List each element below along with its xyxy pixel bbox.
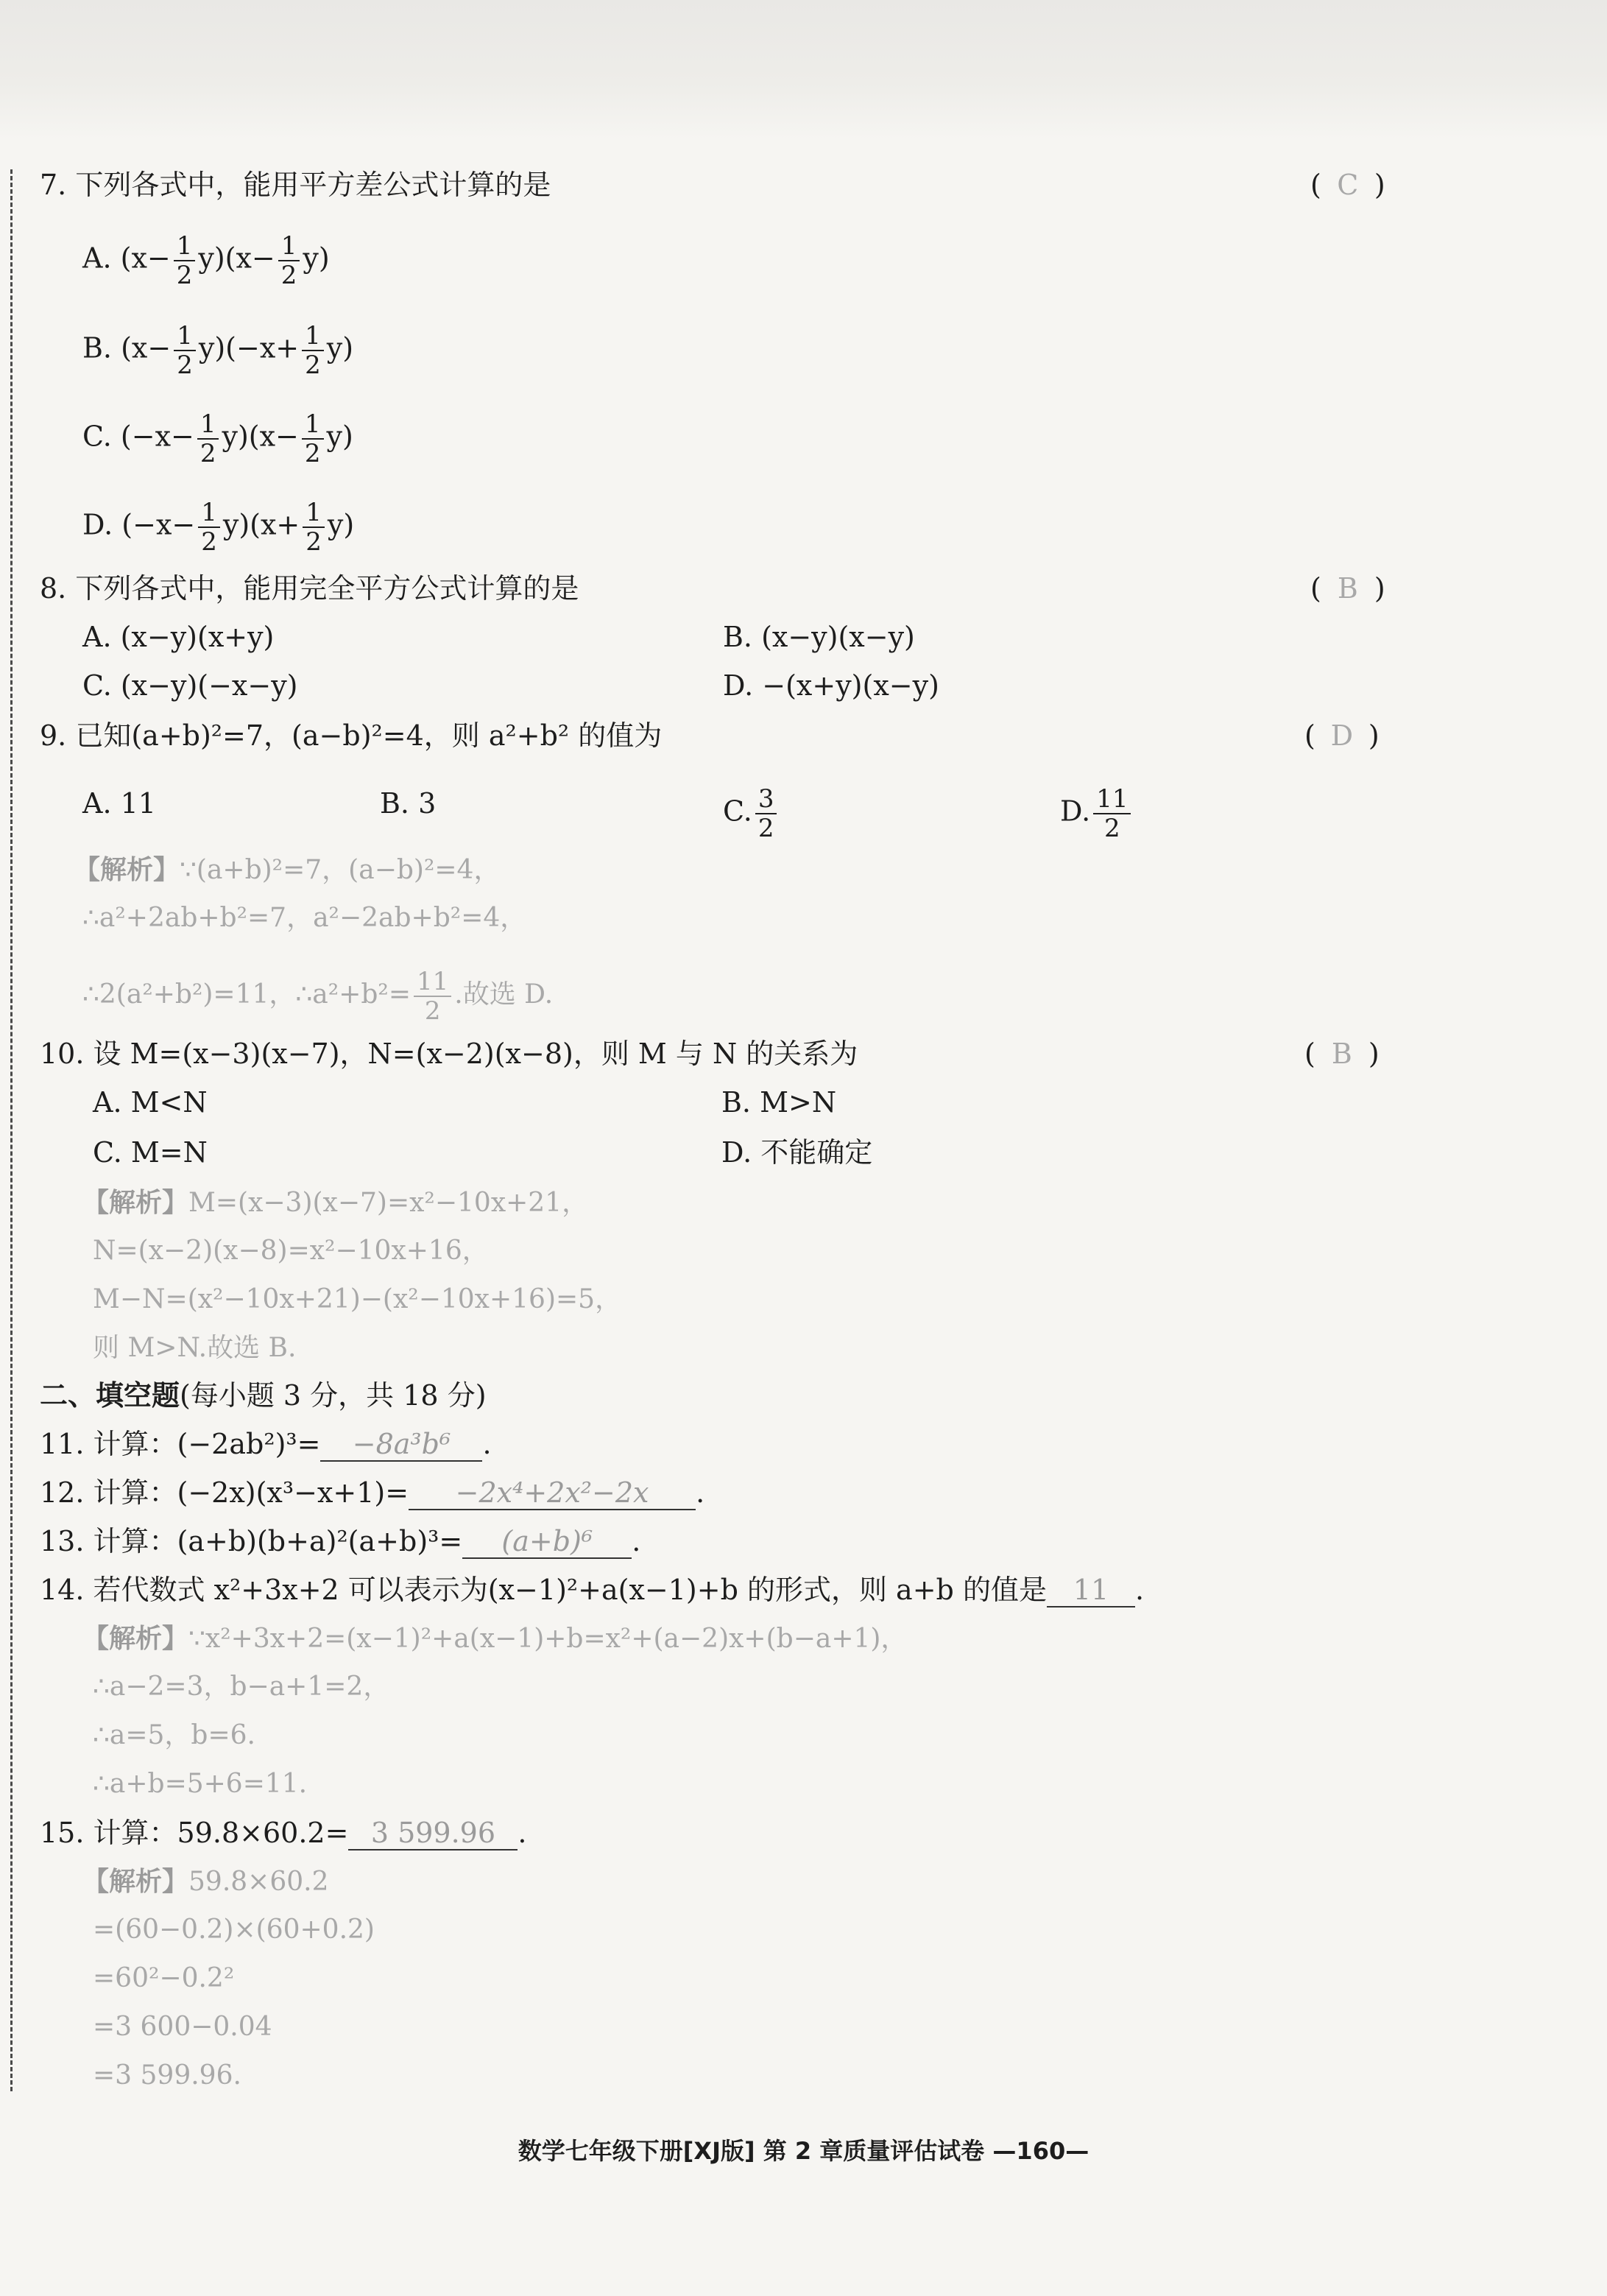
q9-answer-bracket: ( D )	[1304, 717, 1380, 754]
q9-option-a: A. 11	[82, 787, 156, 820]
q9-option-d: D. $\frac{11}{2}$	[1060, 785, 1134, 842]
q10-option-b: B. M>N	[721, 1086, 837, 1119]
q10-option-a: A. M<N	[93, 1086, 208, 1119]
q15-analysis-line-2: =(60−0.2)×(60+0.2)	[93, 1915, 375, 1945]
q7-stem: 7. 下列各式中，能用平方差公式计算的是	[40, 169, 551, 201]
q7-answer-bracket: ( C )	[1310, 166, 1385, 203]
fraction: $\frac{1}{2}$	[302, 322, 324, 379]
q12-answer-blank: −2x⁴+2x²−2x	[409, 1476, 696, 1510]
q9-analysis-line-3: ∴2(a²+b²)=11，∴a²+b²= $\frac{11}{2}$ .故选 D.	[82, 967, 554, 1026]
q8-option-d: D. −(x+y)(x−y)	[723, 669, 939, 702]
q14-analysis-line-3: ∴a=5，b=6.	[93, 1720, 255, 1750]
fraction: $\frac{11}{2}$	[414, 968, 451, 1025]
q9-stem: 9. 已知(a+b)²=7，(a−b)²=4，则 a²+b² 的值为	[40, 719, 663, 752]
q9-analysis-line-2: ∴a²+2ab+b²=7，a²−2ab+b²=4，	[82, 903, 527, 933]
fraction: $\frac{3}{2}$	[755, 785, 777, 842]
q14-line: 14. 若代数式 x²+3x+2 可以表示为(x−1)²+a(x−1)+b 的形式，则 a+b 的值是 11 .	[40, 1574, 1145, 1606]
fraction: $\frac{1}{2}$	[174, 232, 196, 289]
page-footer: 数学七年级下册[XJ版] 第 2 章质量评估试卷 —160—	[518, 2137, 1089, 2165]
q9-answer: D	[1330, 719, 1354, 752]
q9-option-c: C. $\frac{3}{2}$	[723, 785, 780, 842]
q7-answer: C	[1337, 169, 1359, 201]
q14-analysis-line-1: 【解析】∵x²+3x+2=(x−1)²+a(x−1)+b=x²+(a−2)x+(b−a+1)，	[82, 1623, 908, 1654]
q11-line: 11. 计算：(−2ab²)³= −8a³b⁶ .	[40, 1428, 492, 1460]
q7-option-d: D. (−x− $\frac{1}{2}$ y)(x+ $\frac{1}{2}$ y)	[82, 498, 355, 557]
fraction: $\frac{1}{2}$	[174, 322, 196, 379]
fraction: $\frac{1}{2}$	[278, 232, 300, 289]
q15-line: 15. 计算：59.8×60.2= 3 599.96 .	[40, 1817, 527, 1849]
q12-line: 12. 计算：(−2x)(x³−x+1)= −2x⁴+2x²−2x .	[40, 1476, 705, 1509]
q10-analysis-line-1: 【解析】M=(x−3)(x−7)=x²−10x+21，	[82, 1187, 589, 1218]
q13-line: 13. 计算：(a+b)(b+a)²(a+b)³= (a+b)⁶ .	[40, 1525, 641, 1557]
q15-analysis-line-1: 【解析】59.8×60.2	[82, 1866, 329, 1897]
q10-analysis-line-3: M−N=(x²−10x+21)−(x²−10x+16)=5，	[93, 1284, 622, 1314]
q10-option-c: C. M=N	[93, 1136, 208, 1169]
q14-answer-blank: 11	[1047, 1574, 1135, 1607]
q8-option-c: C. (x−y)(−x−y)	[82, 669, 298, 702]
q11-answer-blank: −8a³b⁶	[320, 1428, 482, 1462]
q10-stem: 10. 设 M=(x−3)(x−7)，N=(x−2)(x−8)，则 M 与 N 的关系为	[40, 1038, 858, 1070]
q10-answer-bracket: ( B )	[1304, 1035, 1380, 1072]
fraction: $\frac{1}{2}$	[198, 499, 220, 556]
q7-option-b: B. (x− $\frac{1}{2}$ y)(−x+ $\frac{1}{2}$ y)	[82, 321, 354, 380]
q10-option-d: D. 不能确定	[721, 1136, 873, 1169]
q10-answer: B	[1331, 1038, 1352, 1070]
q15-answer-blank: 3 599.96	[348, 1817, 518, 1850]
q13-answer-blank: (a+b)⁶	[462, 1525, 632, 1559]
q7-option-c: C. (−x− $\frac{1}{2}$ y)(x− $\frac{1}{2}$ y)	[82, 409, 353, 468]
fraction: $\frac{1}{2}$	[303, 499, 325, 556]
q14-analysis-line-4: ∴a+b=5+6=11.	[93, 1769, 308, 1799]
q8-stem: 8. 下列各式中，能用完全平方公式计算的是	[40, 572, 579, 605]
fraction: $\frac{1}{2}$	[302, 410, 324, 468]
q15-analysis-line-4: =3 600−0.04	[93, 2012, 272, 2042]
q8-option-a: A. (x−y)(x+y)	[82, 621, 275, 653]
q9-analysis-line-1: 【解析】∵(a+b)²=7，(a−b)²=4，	[74, 854, 501, 885]
q15-analysis-line-5: =3 599.96.	[93, 2060, 241, 2091]
fraction: $\frac{1}{2}$	[197, 410, 219, 468]
q8-answer-bracket: ( B )	[1310, 570, 1385, 607]
fraction: $\frac{11}{2}$	[1093, 785, 1131, 842]
q8-answer: B	[1337, 572, 1358, 605]
q15-analysis-line-3: =60²−0.2²	[93, 1963, 235, 1993]
q10-analysis-line-2: N=(x−2)(x−8)=x²−10x+16，	[93, 1236, 489, 1266]
q14-analysis-line-2: ∴a−2=3，b−a+1=2，	[93, 1672, 390, 1702]
q7-option-a: A. (x− $\frac{1}{2}$ y)(x− $\frac{1}{2}$ y)	[82, 231, 330, 290]
q9-option-b: B. 3	[380, 787, 437, 820]
q8-option-b: B. (x−y)(x−y)	[723, 621, 915, 653]
q10-analysis-line-4: 则 M>N.故选 B.	[93, 1333, 297, 1363]
section-2-heading: 二、填空题(每小题 3 分，共 18 分)	[40, 1378, 487, 1412]
